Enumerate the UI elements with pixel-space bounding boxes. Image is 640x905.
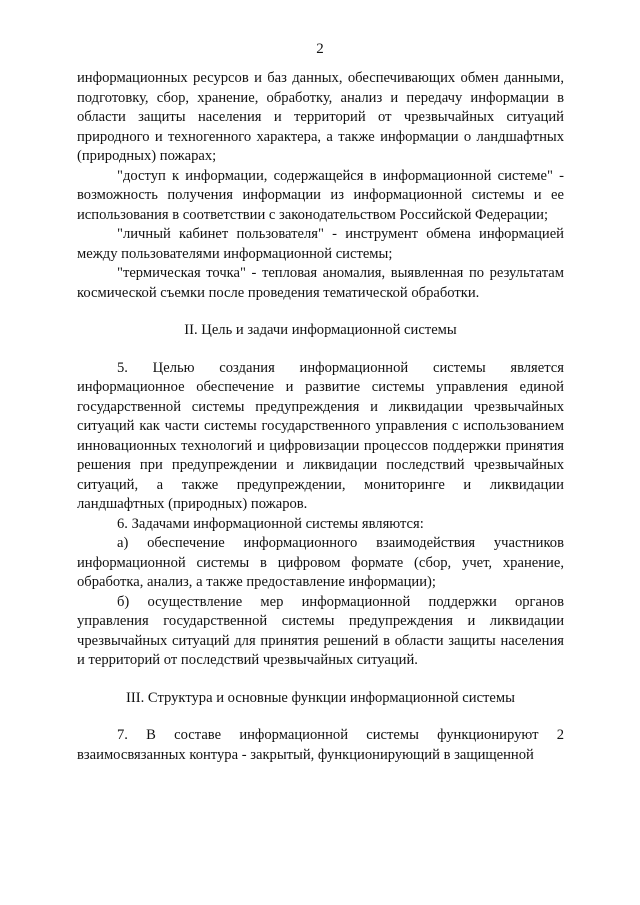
paragraph-access-definition: "доступ к информации, содержащейся в информационной системе" - возможность получения информации из информационной системы и ее использования в соответствии с законодательством Российской Федерации;	[77, 167, 564, 223]
paragraph-goal: 5. Целью создания информационной системы является информационное обеспечение и развитие системы управления единой государственной системы предупреждения и ликвидации чрезвычайных ситуаций как части системы государственного управления с использованием инновационных технологий и цифровизации процессов поддержки принятия решения при предупреждении и ликвидации последствий чрезвычайных ситуаций, а также предупреждении, мониторинге и ликвидации ландшафтных (природных) пожаров.	[77, 359, 564, 512]
page-number: 2	[316, 41, 324, 57]
paragraph-task-b: б) осуществление мер информационной поддержки органов управления государственной системы предупреждения и ликвидации чрезвычайных ситуаций для принятия решений в области защиты населения и территорий от последствий чрезвычайных ситуаций.	[77, 593, 564, 668]
paragraph-personal-account-definition: "личный кабинет пользователя" - инструмент обмена информацией между пользователями информационной системы;	[77, 226, 564, 262]
paragraph-thermal-point-definition: "термическая точка" - тепловая аномалия, выявленная по результатам космической съемки после проведения тематической обработки.	[77, 265, 564, 301]
section-heading-goals: II. Цель и задачи информационной системы	[184, 322, 457, 338]
section-heading-structure: III. Структура и основные функции информационной системы	[126, 689, 515, 706]
paragraph-information-resources: информационных ресурсов и баз данных, обеспечивающих обмен данными, подготовку, сбор, хранение, обработку, анализ и передачу информации в области защиты населения и территорий от чрезвычайных ситуаций природного и техногенного характера, а также информации о ландшафтных (природных) пожарах;	[77, 70, 564, 164]
paragraph-task-a: а) обеспечение информационного взаимодействия участников информационной системы в цифровом формате (сбор, учет, хранение, обработка, анализ, а также предоставление информации);	[77, 535, 564, 590]
paragraph-structure: 7. В составе информационной системы функционируют 2 взаимосвязанных контура - закрытый, функционирующий в защищенной	[77, 727, 564, 763]
document-body	[77, 69, 564, 765]
paragraph-tasks-intro: 6. Задачами информационной системы являются:	[117, 515, 424, 532]
